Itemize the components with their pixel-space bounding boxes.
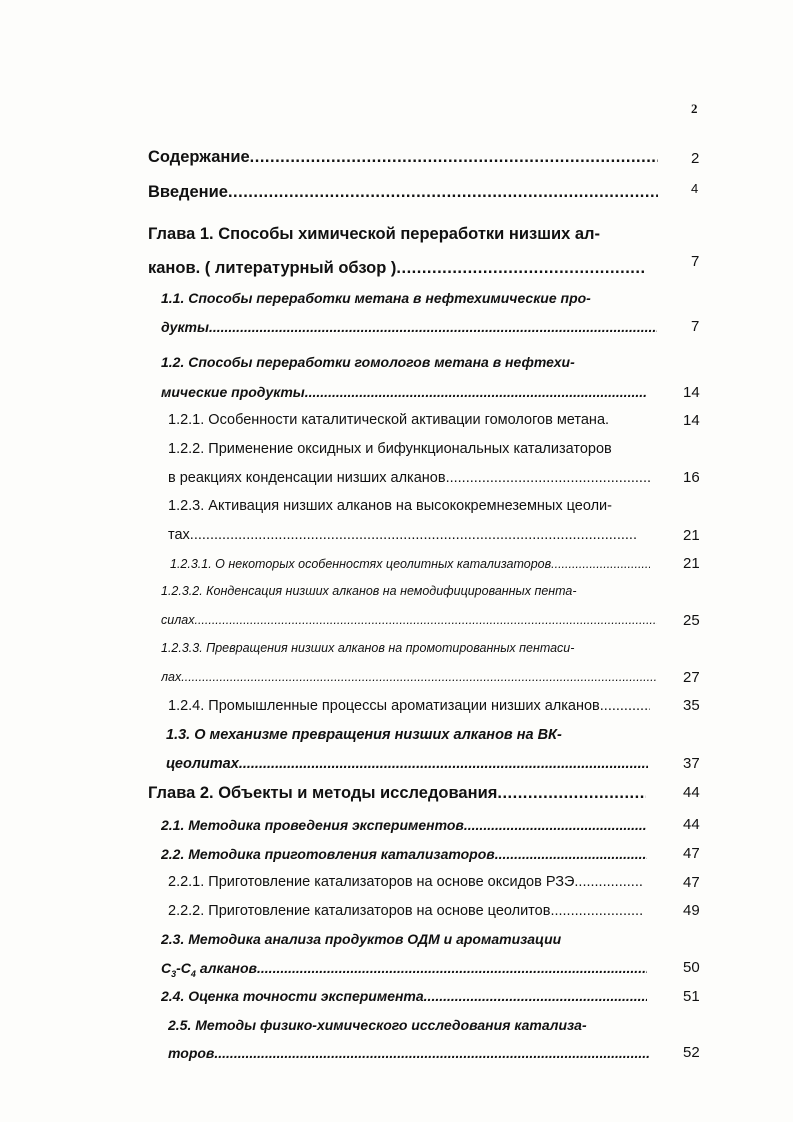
toc-page-number: 27: [683, 669, 700, 686]
toc-dot-leader: [574, 874, 644, 890]
toc-section-2-4: 2.4. Оценка точности эксперимента .....: [161, 988, 647, 1004]
toc-subsection-2-2-1: 2.2.1. Приготовление катализаторов на основе оксидов РЗЭ .....: [168, 874, 644, 890]
toc-subsection-1-2-4: 1.2.4. Промышленные процессы ароматизации низших алканов .....: [168, 698, 650, 714]
toc-page-number: 51: [683, 988, 700, 1005]
toc-dot-leader: [551, 557, 650, 571]
toc-dot-leader: [257, 960, 647, 976]
toc-entry-title: Содержание: [148, 148, 250, 166]
toc-section-1-1-line2: дукты .....: [161, 319, 657, 335]
toc-page-number: 35: [683, 697, 700, 714]
toc-section-1-3-line2: цеолитах .....: [166, 756, 648, 772]
toc-subsection-1-2-3-line1: 1.2.3. Активация низших алканов на высококремнеземных цеоли-: [168, 498, 612, 514]
toc-dot-leader: [250, 148, 658, 167]
toc-dot-leader: [190, 527, 638, 543]
toc-subsection-1-2-3-line2: тах .....: [168, 527, 638, 543]
toc-page-number: 50: [683, 959, 700, 976]
toc-dot-leader: [239, 756, 648, 772]
toc-subsection-1-2-3-3-line2: лах .....: [161, 670, 657, 684]
page-number: 2: [691, 101, 698, 116]
toc-section-2-3-line2: $C_3-C_4$ алканов .....: [161, 960, 647, 979]
toc-page-number: 14: [683, 384, 700, 401]
toc-page-number: 16: [683, 469, 700, 486]
toc-page-number: 21: [683, 555, 700, 572]
toc-subsection-1-2-2-line2: в реакциях конденсации низших алканов .....: [168, 470, 650, 486]
toc-chapter-1-line1: Глава 1. Способы химической переработки низших ал-: [148, 225, 601, 243]
toc-page-number: 47: [683, 874, 700, 891]
toc-chapter-2: Глава 2. Объекты и методы исследования .....: [148, 784, 646, 803]
toc-section-1-1-line1: 1.1. Способы переработки метана в нефтехимические про-: [161, 290, 591, 306]
toc-dot-leader: [305, 384, 647, 400]
toc-subsection-2-2-2: 2.2.2. Приготовление катализаторов на основе цеолитов .....: [168, 903, 644, 919]
toc-section-2-1: 2.1. Методика проведения экспериментов .....: [161, 817, 647, 833]
toc-section-2-3-line1: 2.3. Методика анализа продуктов ОДМ и ароматизации: [161, 931, 562, 947]
toc-page-number: 47: [683, 845, 700, 862]
toc-dot-leader: [194, 613, 657, 627]
toc-dot-leader: [600, 698, 650, 714]
toc-entry-soderzhanie: [148, 148, 658, 167]
toc-subsection-1-2-2-line1: 1.2.2. Применение оксидных и бифункциональных катализаторов: [168, 441, 612, 457]
toc-section-1-2-line1: 1.2. Способы переработки гомологов метана в нефтехи-: [161, 354, 575, 370]
toc-dot-leader: [228, 183, 658, 202]
toc-subsection-1-2-3-2-line2: силах .....: [161, 613, 657, 627]
toc-page-number: 4: [691, 181, 699, 196]
toc-dot-leader: [550, 903, 644, 919]
toc-entry-vvedenie: [148, 183, 658, 202]
toc-page-number: 44: [683, 816, 700, 833]
toc-subsection-1-2-3-3-line1: 1.2.3.3. Превращения низших алканов на промотированных пентаси-: [161, 641, 575, 655]
toc-page-number: 49: [683, 902, 700, 919]
toc-section-2-2: 2.2. Методика приготовления катализаторов .....: [161, 846, 647, 862]
toc-section-2-5-line2: торов .....: [168, 1045, 650, 1061]
toc-entry-title: Введение: [148, 183, 228, 201]
toc-dot-leader: [424, 988, 647, 1004]
toc-section-1-2-line2: мические продукты .....: [161, 384, 647, 400]
toc-page-number: 21: [683, 527, 700, 544]
toc-dot-leader: [497, 784, 646, 803]
toc-subsection-1-2-1: 1.2.1. Особенности каталитической активации гомологов метана.: [168, 412, 610, 428]
toc-dot-leader: [209, 319, 657, 335]
toc-page-number: 14: [683, 412, 700, 429]
toc-subsection-1-2-3-1: 1.2.3.1. О некоторых особенностях цеолитных катализаторов .....: [170, 557, 650, 571]
toc-page-number: 25: [683, 612, 700, 629]
toc-page-number: 7: [691, 253, 700, 270]
toc-dot-leader: [464, 817, 647, 833]
toc-page-number: 7: [691, 318, 700, 335]
toc-dot-leader: [181, 670, 657, 684]
toc-page-number: 44: [683, 784, 700, 801]
toc-page-number: 2: [691, 150, 700, 167]
toc-section-2-5-line1: 2.5. Методы физико-химического исследования катализа-: [168, 1017, 587, 1033]
toc-chapter-1-line2: канов. ( литературный обзор ) .....: [148, 259, 644, 278]
toc-section-1-3-line1: 1.3. О механизме превращения низших алканов на ВК-: [166, 727, 562, 743]
toc-page-number: 37: [683, 755, 700, 772]
toc-dot-leader: [495, 846, 647, 862]
toc-subsection-1-2-3-2-line1: 1.2.3.2. Конденсация низших алканов на немодифицированных пента-: [161, 584, 577, 598]
toc-page-number: 52: [683, 1044, 700, 1061]
toc-dot-leader: [446, 470, 650, 486]
toc-dot-leader: [396, 259, 644, 278]
toc-dot-leader: [214, 1045, 650, 1061]
